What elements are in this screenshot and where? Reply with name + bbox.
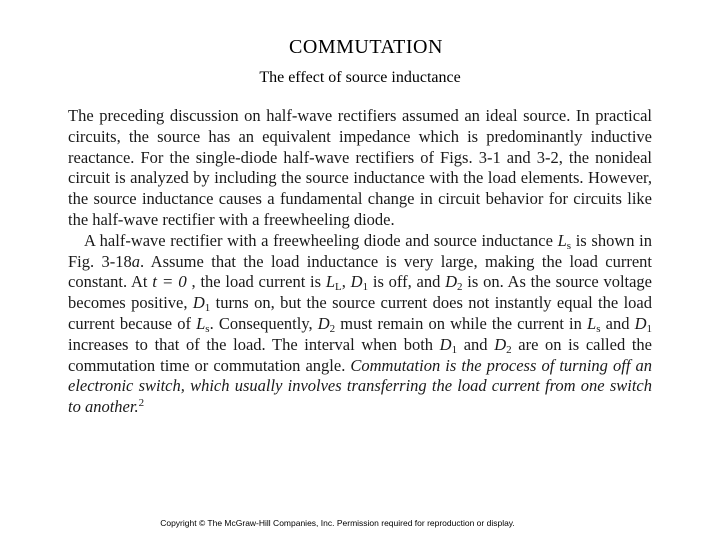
textbook-excerpt [68,106,652,418]
commutation-definition: Commutation is the process of turning off an electronic switch, which usually involves transferring the load current from one switch to another. [68,355,652,417]
copyright-notice: Copyright © The McGraw-Hill Companies, Inc. Permission required for reproduction or display. [160,518,515,528]
equation-t-equals-zero: t = 0 [152,272,187,292]
footnote-marker: 2 [138,397,145,410]
slide-subtitle: The effect of source inductance [259,69,461,86]
paragraph-2: A half-wave rectifier with a freewheeling diode and source inductance $L_s$ is shown in Fig. 3-18a. Assume that the load inductance is very large, making the load current constant. At t = 0 , the load current is $L_L$, $D_1$ is off, and $D_2$ is on. As the source voltage becomes positive, $D_1$ turns on, but the source current does not instantly equal the load current because of $L_s$. Consequently, $D_2$ must remain on while the current in $L_s$ and $D_1$ increases to that of the load. The interval when both $D_1$ and $D_2$ are on is called the commutation time or commutation angle. Commutation is the process of turning off an electronic switch, which usually involves transferring the load current from one switch to another.$^2$ [68,230,653,417]
slide-title: COMMUTATION [289,36,443,58]
paragraph-1: The preceding discussion on half-wave rectifiers assumed an ideal source. In practical circuits, the source has an equivalent impedance which is predominantly inductive reactance. For the single-diode half-wave rectifiers of Figs. 3-1 and 3-2, the nonideal circuit is analyzed by including the source inductance with the load elements. However, the source inductance causes a fundamental change in circuit behavior for circuits like the half-wave rectifier with a freewheeling diode. [68,106,652,229]
